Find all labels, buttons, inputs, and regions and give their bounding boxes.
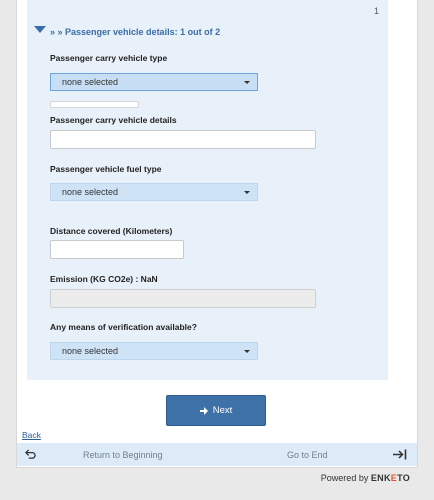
caret-down-icon (244, 350, 250, 353)
powered-by-text: Powered by (320, 473, 369, 483)
select-value: none selected (62, 346, 119, 356)
return-to-beginning-link[interactable]: Return to Beginning (83, 450, 163, 460)
carry-vehicle-type-select[interactable] (50, 73, 258, 91)
question-label-fuel-type: Passenger vehicle fuel type (50, 164, 162, 174)
question-label-verification: Any means of verification available? (50, 322, 197, 332)
select-value: none selected (62, 187, 119, 197)
verification-select[interactable] (50, 342, 258, 360)
collapse-triangle-icon[interactable] (34, 26, 46, 33)
jump-to-end-icon[interactable] (393, 449, 407, 460)
back-link[interactable]: Back (22, 430, 41, 440)
caret-down-icon (244, 81, 250, 84)
emission-readonly-field (50, 289, 316, 308)
page-number: 1 (374, 6, 380, 16)
next-button-label: Next (212, 405, 233, 416)
fuel-type-select[interactable] (50, 183, 258, 201)
undo-arrow-icon[interactable] (25, 449, 36, 460)
select-value: none selected (62, 77, 119, 87)
enketo-logo: ENKETO (370, 473, 410, 483)
dropdown-options-panel[interactable] (50, 101, 139, 108)
question-label-emission: Emission (KG CO2e) : NaN (50, 274, 158, 284)
question-label-carry-vehicle-details: Passenger carry vehicle details (50, 115, 177, 125)
caret-down-icon (244, 191, 250, 194)
arrow-right-icon (200, 407, 208, 415)
powered-by (321, 473, 410, 483)
go-to-end-link[interactable]: Go to End (287, 450, 328, 460)
bottom-nav-bar (17, 443, 417, 466)
next-button[interactable] (166, 395, 266, 426)
group-title: » » Passenger vehicle details: 1 out of 2 (50, 27, 221, 37)
question-label-carry-vehicle-type: Passenger carry vehicle type (50, 53, 168, 63)
distance-input[interactable] (50, 240, 184, 259)
question-label-distance: Distance covered (Kilometers) (50, 226, 173, 236)
carry-vehicle-details-input[interactable] (50, 130, 316, 149)
